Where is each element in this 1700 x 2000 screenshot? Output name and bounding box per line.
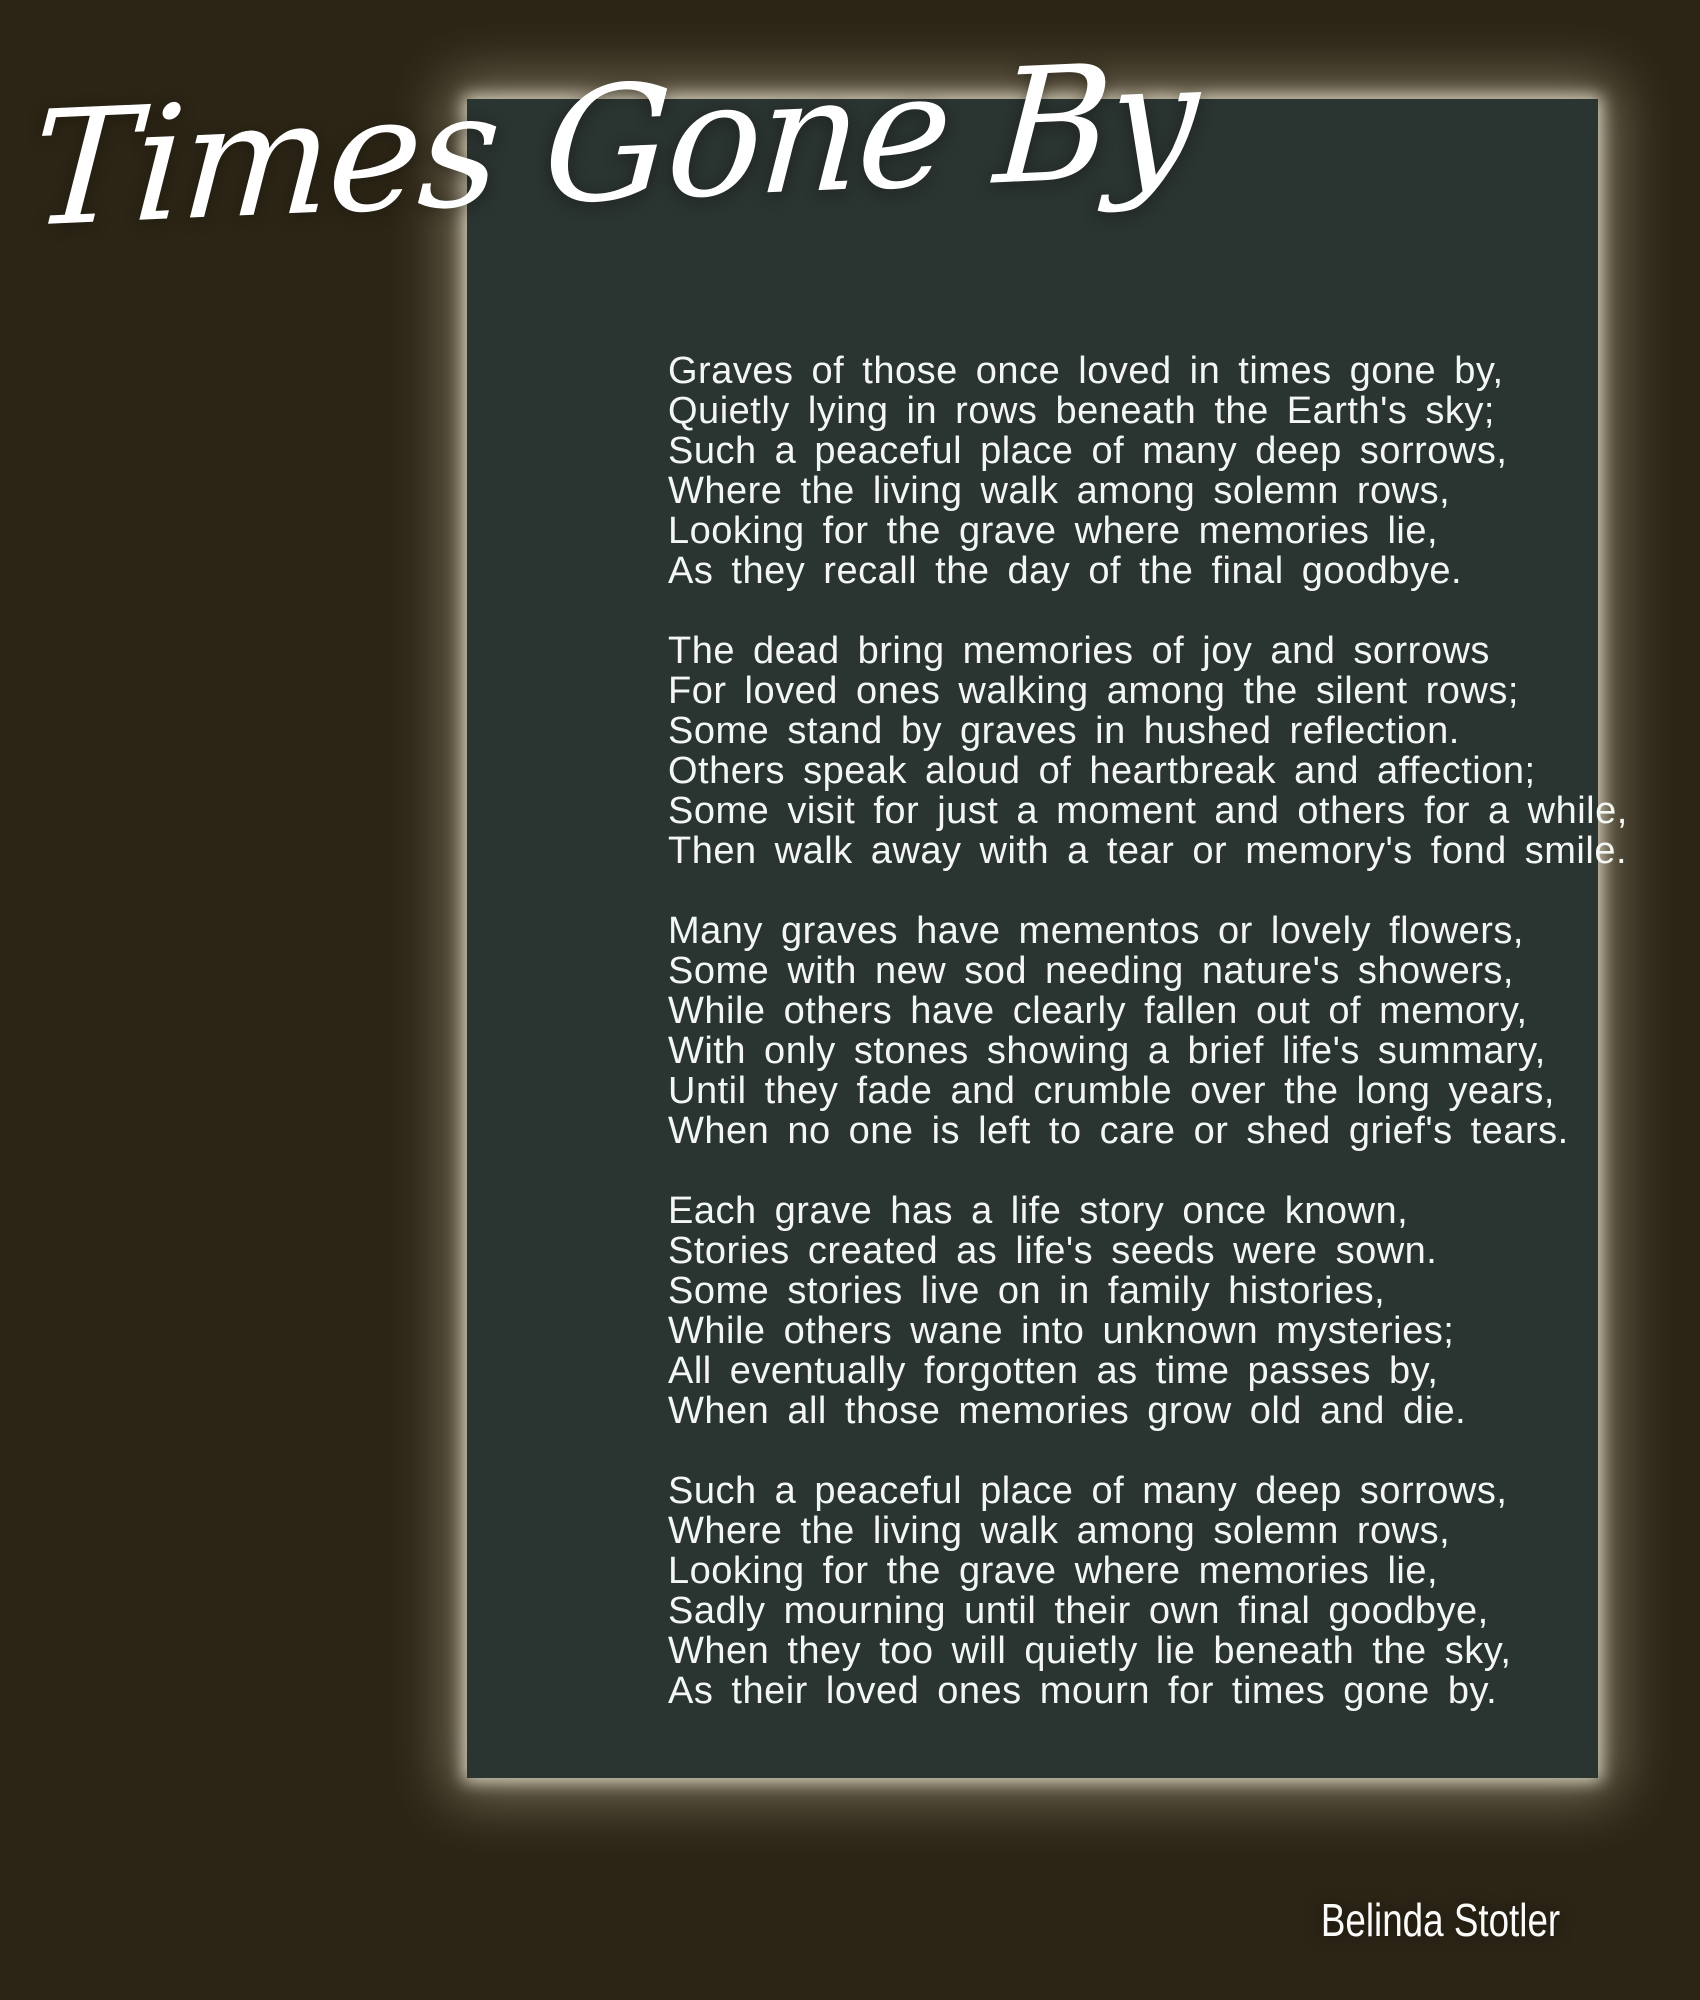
poem-line: Such a peaceful place of many deep sorrows, <box>668 1470 1508 1512</box>
poem-line: As their loved ones mourn for times gone by. <box>668 1670 1498 1712</box>
poem-line: Some with new sod needing nature's showers, <box>668 950 1514 992</box>
poem-line: All eventually forgotten as time passes by, <box>668 1350 1439 1392</box>
poem-body <box>668 350 1628 1712</box>
poem-line: When they too will quietly lie beneath the sky, <box>668 1630 1512 1672</box>
poem-line: Each grave has a life story once known, <box>668 1190 1409 1232</box>
author-credit: Belinda Stotler <box>1320 1894 1560 1946</box>
stanza <box>668 911 1608 1151</box>
poem-line: While others wane into unknown mysteries; <box>668 1310 1455 1352</box>
poem-line: The dead bring memories of joy and sorrows <box>668 630 1490 672</box>
poem-line: Others speak aloud of heartbreak and affection; <box>668 750 1536 792</box>
stanza <box>668 630 1628 872</box>
poem-line: For loved ones walking among the silent rows; <box>668 670 1519 712</box>
poem-line: Looking for the grave where memories lie, <box>668 510 1439 552</box>
poem-line: Quietly lying in rows beneath the Earth's sky; <box>668 390 1495 432</box>
poem-line: Looking for the grave where memories lie, <box>668 1550 1439 1592</box>
poem-line: Where the living walk among solemn rows, <box>668 470 1451 512</box>
poem-line: Sadly mourning until their own final goodbye, <box>668 1590 1489 1632</box>
poem-line: Where the living walk among solemn rows, <box>668 1510 1451 1552</box>
poem-line: When all those memories grow old and die. <box>668 1390 1467 1432</box>
poem-line: When no one is left to care or shed grief's tears. <box>668 1110 1569 1152</box>
poem-line: Stories created as life's seeds were sown. <box>668 1230 1438 1272</box>
stanza <box>668 1471 1608 1711</box>
poem-line: Some visit for just a moment and others for a while, <box>668 790 1628 832</box>
poem-title: Times Gone By <box>26 27 1201 263</box>
stanza <box>668 1191 1608 1431</box>
poem-line: Some stories live on in family histories, <box>668 1270 1386 1312</box>
poem-line: Many graves have mementos or lovely flowers, <box>668 910 1524 952</box>
stanza <box>668 351 1608 591</box>
poem-line: Until they fade and crumble over the long years, <box>668 1070 1555 1112</box>
poem-line: With only stones showing a brief life's summary, <box>668 1030 1546 1072</box>
poem-line: Graves of those once loved in times gone by, <box>668 350 1504 392</box>
poem-line: Some stand by graves in hushed reflection. <box>668 710 1460 752</box>
poem-line: While others have clearly fallen out of memory, <box>668 990 1528 1032</box>
poem-line: Such a peaceful place of many deep sorrows, <box>668 430 1508 472</box>
poem-line: As they recall the day of the final goodbye. <box>668 550 1463 592</box>
poem-line: Then walk away with a tear or memory's fond smile. <box>668 830 1628 872</box>
